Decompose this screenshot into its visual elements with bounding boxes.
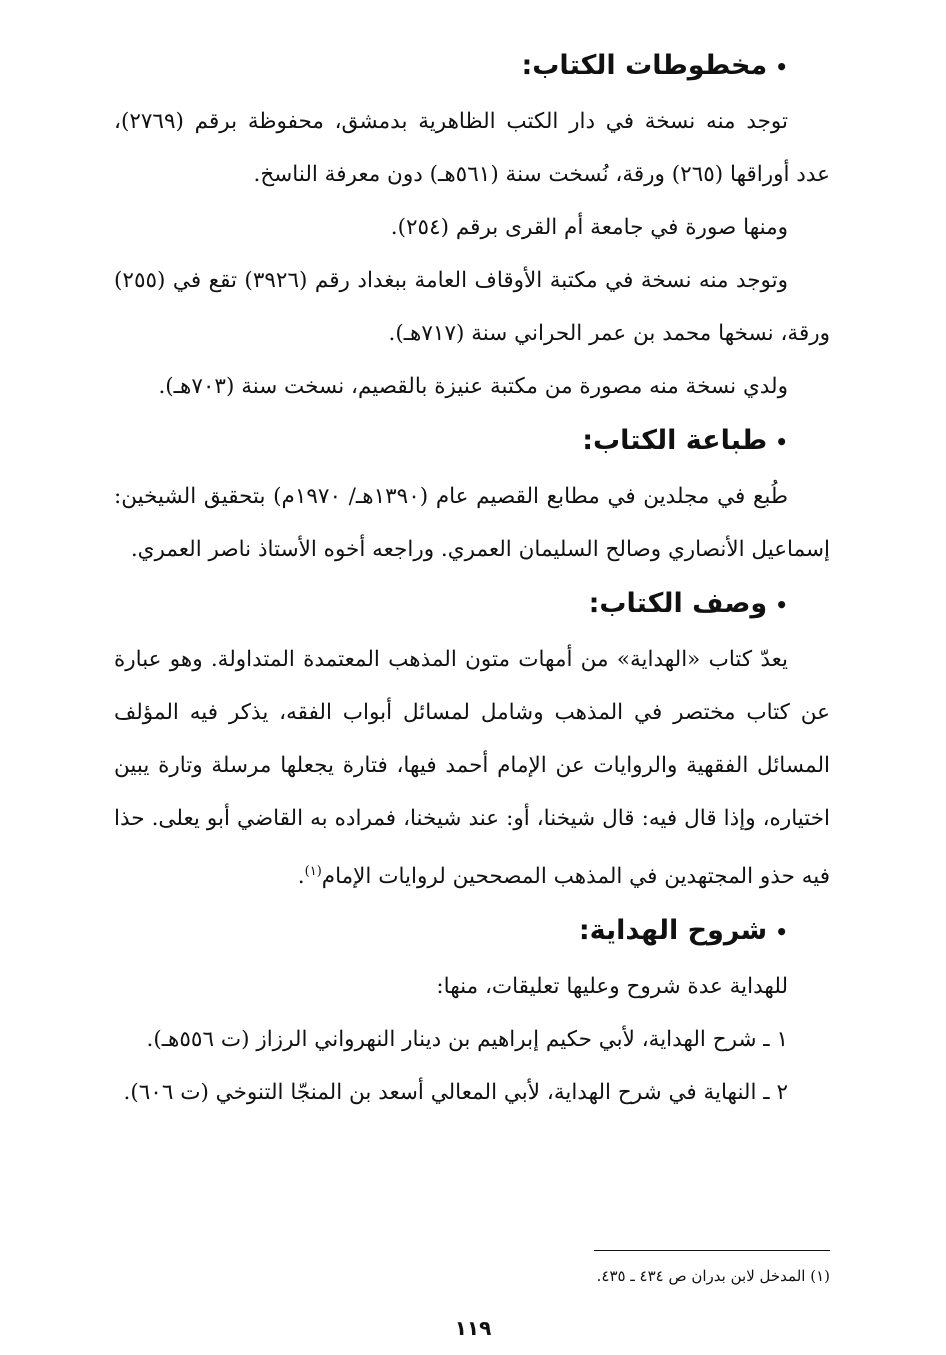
- bullet-icon: •: [775, 593, 788, 617]
- list-item: ١ ـ شرح الهداية، لأبي حكيم إبراهيم بن دينار النهرواني الرزاز (ت ٥٥٦هـ).: [146, 1027, 788, 1053]
- bullet-icon: •: [775, 55, 788, 79]
- paragraph-commentaries-intro: للهداية عدة شروح وعليها تعليقات، منها:: [436, 974, 788, 1000]
- footnote-divider: [594, 1250, 830, 1251]
- paragraph-manuscripts-3: وتوجد منه نسخة في مكتبة الأوقاف العامة ببغداد رقم (٣٩٢٦) تقع في (٢٥٥) ورقة، نسخها محمد بن عمر الحراني سنة (٧١٧هـ).: [114, 268, 830, 346]
- bullet-icon: •: [775, 920, 788, 945]
- commentaries-list: [114, 1013, 830, 1119]
- page-body: [114, 38, 830, 1119]
- heading-description: •وصف الكتاب:: [588, 588, 788, 619]
- paragraph-description: يعدّ كتاب «الهداية» من أمهات متون المذهب المعتمدة المتداولة. وهو عبارة عن كتاب مختصر في المذهب وشامل لمسائل أبواب الفقه، يذكر فيه المؤلف المسائل الفقهية والروايات عن الإمام أحمد فيها، فتارة يجعلها مرسلة وتارة يبين اختياره، وإذا قال فيه: قال شيخنا، أو: عند شيخنا، فمراده به القاضي أبو يعلى. حذا فيه حذو المجتهدين في المذهب المصححين لروايات الإمام$^{(١)}$.: [114, 647, 830, 890]
- paragraph-manuscripts-4: ولدي نسخة منه مصورة من مكتبة عنيزة بالقصيم، نسخت سنة (٧٠٣هـ).: [158, 374, 788, 399]
- footnote: (١) المدخل لابن بدران ص ٤٣٤ ـ ٤٣٥.: [596, 1267, 830, 1285]
- heading-commentaries: •شروح الهداية:: [578, 915, 788, 947]
- paragraph-manuscripts-1: توجد منه نسخة في دار الكتب الظاهرية بدمشق، محفوظة برقم (٢٧٦٩)، عدد أوراقها (٢٦٥) ورقة، نُسخت سنة (٥٦١هـ) دون معرفة الناسخ.: [114, 109, 830, 187]
- footnote-reference[interactable]: (١): [304, 864, 322, 879]
- heading-manuscripts: •مخطوطات الكتاب:: [521, 50, 788, 81]
- paragraph-printing: طُبع في مجلدين في مطابع القصيم عام (١٣٩٠هـ/ ١٩٧٠م) بتحقيق الشيخين: إسماعيل الأنصاري وصالح السليمان العمري. وراجعه أخوه الأستاذ ناصر العمري.: [114, 484, 830, 562]
- paragraph-manuscripts-2: ومنها صورة في جامعة أم القرى برقم (٢٥٤).: [390, 215, 788, 240]
- list-item: ٢ ـ النهاية في شرح الهداية، لأبي المعالي أسعد بن المنجّا التنوخي (ت ٦٠٦).: [123, 1080, 788, 1106]
- page-number: ١١٩: [454, 1316, 492, 1340]
- bullet-icon: •: [775, 430, 788, 454]
- heading-printing: •طباعة الكتاب:: [582, 425, 788, 456]
